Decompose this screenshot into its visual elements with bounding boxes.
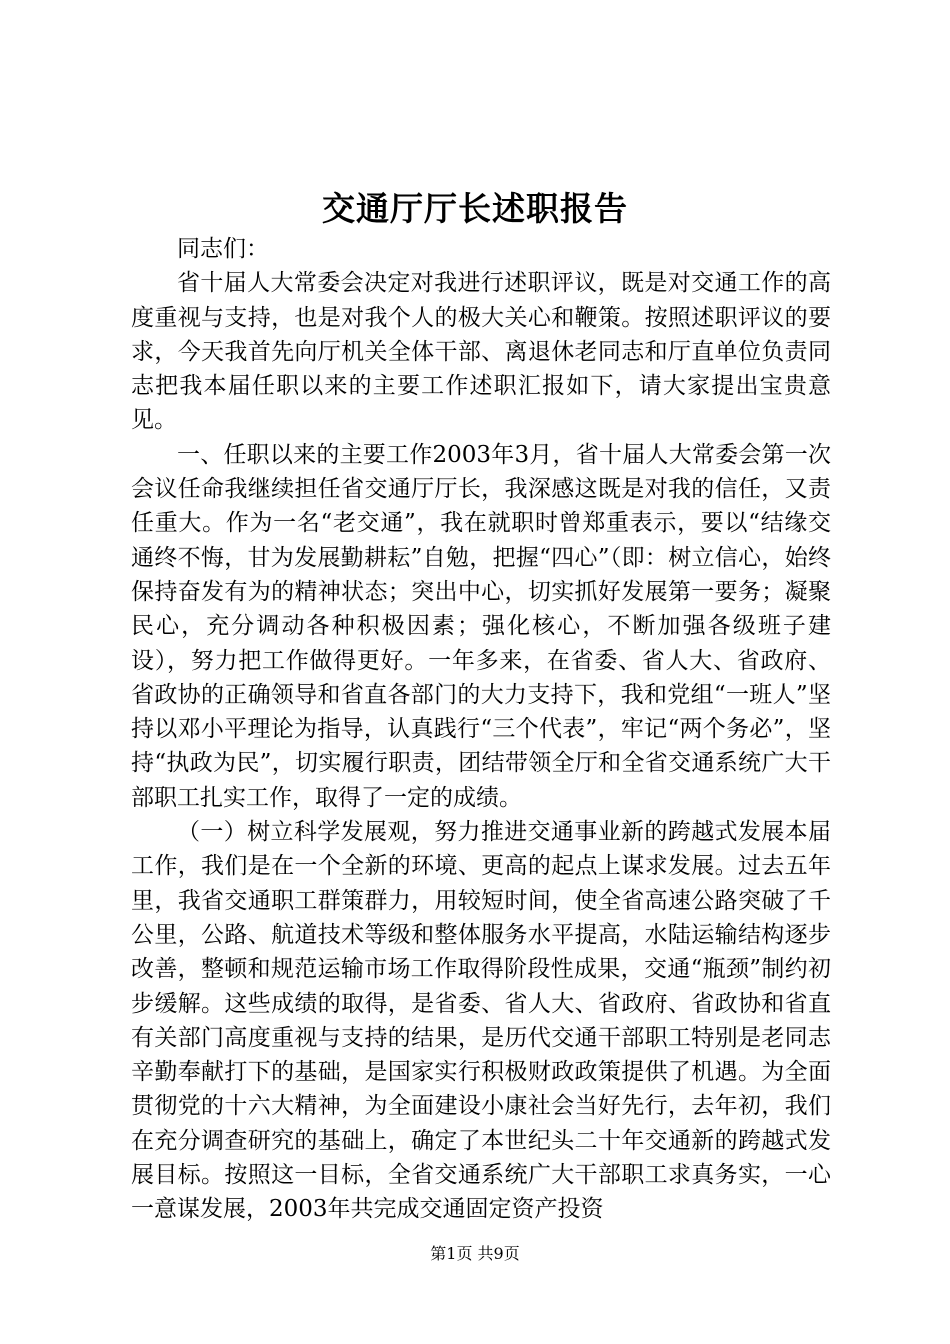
paragraph-subsection-1: （一）树立科学发展观，努力推进交通事业新的跨越式发展本届工作，我们是在一个全新的环境、更高的起点上谋求发展。过去五年里，我省交通职工群策群力，用较短时间，使全省高速公路突破了千公里，公路、航道技术等级和整体服务水平提高，水陆运输结构逐步改善，整顿和规范运输市场工作取得阶段性成果，交通“瓶颈”制约初步缓解。这些成绩的取得，是省委、省人大、省政府、省政协和省直有关部门高度重视与支持的结果，是历代交通干部职工特别是老同志辛勤奉献打下的基础，是国家实行积极财政政策提供了机遇。为全面贯彻党的十六大精神，为全面建设小康社会当好先行，去年初，我们在充分调查研究的基础上，确定了本世纪头二十年交通新的跨越式发展目标。按照这一目标，全省交通系统广大干部职工求真务实，一心一意谋发展，2003年共完成交通固定资产投资 [131, 819, 831, 1223]
document-title: 交通厅厅长述职报告 [322, 189, 628, 228]
page-footer: 第1页 共9页 [430, 1244, 520, 1263]
paragraph-intro: 省十届人大常委会决定对我进行述职评议，既是对交通工作的高度重视与支持，也是对我个人的极大关心和鞭策。按照述职评议的要求，今天我首先向厅机关全体干部、离退休老同志和厅直单位负责同志把我本届任职以来的主要工作述职汇报如下，请大家提出宝贵意见。 [131, 270, 831, 434]
paragraph-section-1: 一、任职以来的主要工作2003年3月，省十届人大常委会第一次会议任命我继续担任省交通厅厅长，我深感这既是对我的信任，又责任重大。作为一名“老交通”，我在就职时曾郑重表示，要以“结缘交通终不悔，甘为发展勤耕耘”自勉，把握“四心”（即：树立信心，始终保持奋发有为的精神状态；突出中心，切实抓好发展第一要务；凝聚民心，充分调动各种积极因素；强化核心，不断加强各级班子建设），努力把工作做得更好。一年多来，在省委、省人大、省政府、省政协的正确领导和省直各部门的大力支持下，我和党组“一班人”坚持以邓小平理论为指导，认真践行“三个代表”，牢记“两个务必”，坚持“执政为民”，切实履行职责，团结带领全厅和全省交通系统广大干部职工扎实工作，取得了一定的成绩。 [131, 441, 831, 811]
salutation: 同志们： [177, 236, 269, 262]
document-body [131, 232, 831, 1227]
